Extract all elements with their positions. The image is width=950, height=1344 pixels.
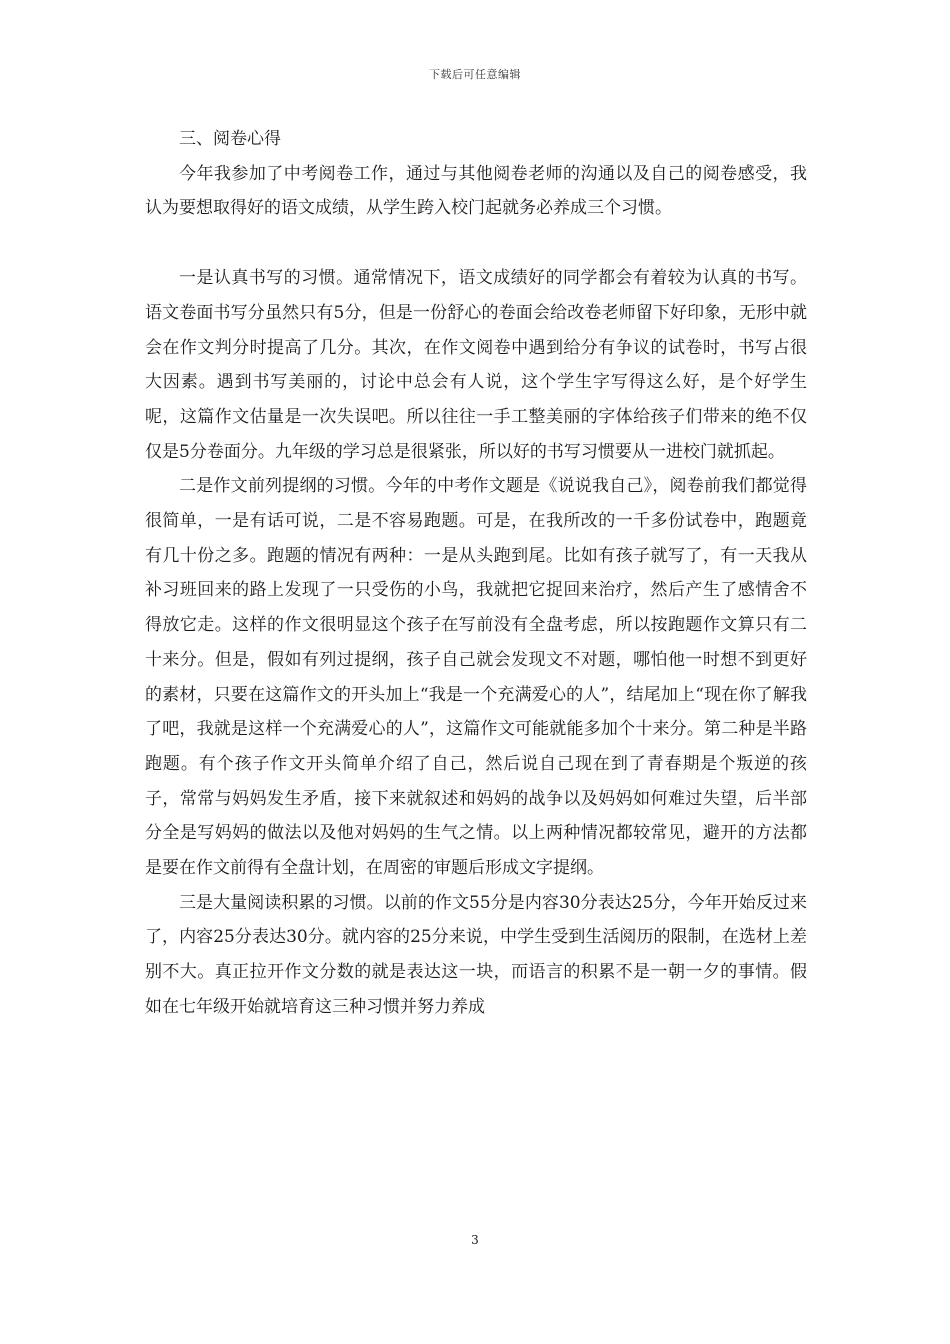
section-title: 三、阅卷心得 — [179, 129, 281, 149]
paragraph-habit-outline: 二是作文前列提纲的习惯。今年的中考作文题是《说说我自己》，阅卷前我们都觉得很简单，一是有话可说，二是不容易跑题。可是，在我所改的一千多份试卷中，跑题竟有几十份之多。跑题的情况有两种：一是从头跑到尾。比如有孩子就写了，有一天我从补习班回来的路上发现了一只受伤的小鸟，我就把它捉回来治疗，然后产生了感情舍不得放它走。这样的作文很明显这个孩子在写前没有全盘考虑，所以按跑题作文算只有二十来分。但是，假如有列过提纲，孩子自己就会发现文不对题，哪怕他一时想不到更好的素材，只要在这篇作文的开头加上“我是一个充满爱心的人”，结尾加上“现在你了解我了吧，我就是这样一个充满爱心的人”，这篇作文可能就能多加个十来分。第二种是半路跑题。有个孩子作文开头简单介绍了自己，然后说自己现在到了青春期是个叛逆的孩子，常常与妈妈发生矛盾，接下来就叙述和妈妈的战争以及妈妈如何难过失望，后半部分全是写妈妈的做法以及他对妈妈的生气之情。以上两种情况都较常见，避开的方法都是要在作文前得有全盘计划，在周密的审题后形成文字提纲。 — [145, 476, 807, 879]
page-number: 3 — [471, 1233, 479, 1247]
paragraph-spacer — [145, 226, 807, 261]
header-note: 下载后可任意编辑 — [429, 68, 521, 81]
paragraph-habit-writing: 一是认真书写的习惯。通常情况下，语文成绩好的同学都会有着较为认真的书写。语文卷面书写分虽然只有5分，但是一份舒心的卷面会给改卷老师留下好印象，无形中就会在作文判分时提高了几分。其次，在作文阅卷中遇到给分有争议的试卷时，书写占很大因素。遇到书写美丽的，讨论中总会有人说，这个学生字写得这么好，是个好学生呢，这篇作文估量是一次失误吧。所以往往一手工整美丽的字体给孩子们带来的绝不仅仅是5分卷面分。九年级的学习总是很紧张，所以好的书写习惯要从一进校门就抓起。 — [145, 268, 807, 462]
document-body — [145, 122, 807, 1025]
paragraph-habit-reading: 三是大量阅读积累的习惯。以前的作文55分是内容30分表达25分，今年开始反过来了，内容25分表达30分。就内容的25分来说，中学生受到生活阅历的限制，在选材上差别不大。真正拉开作文分数的就是表达这一块，而语言的积累不是一朝一夕的事情。假如在七年级开始就培育这三种习惯并努力养成 — [145, 892, 807, 1017]
paragraph-intro: 今年我参加了中考阅卷工作，通过与其他阅卷老师的沟通以及自己的阅卷感受，我认为要想取得好的语文成绩，从学生跨入校门起就务必养成三个习惯。 — [145, 163, 807, 219]
